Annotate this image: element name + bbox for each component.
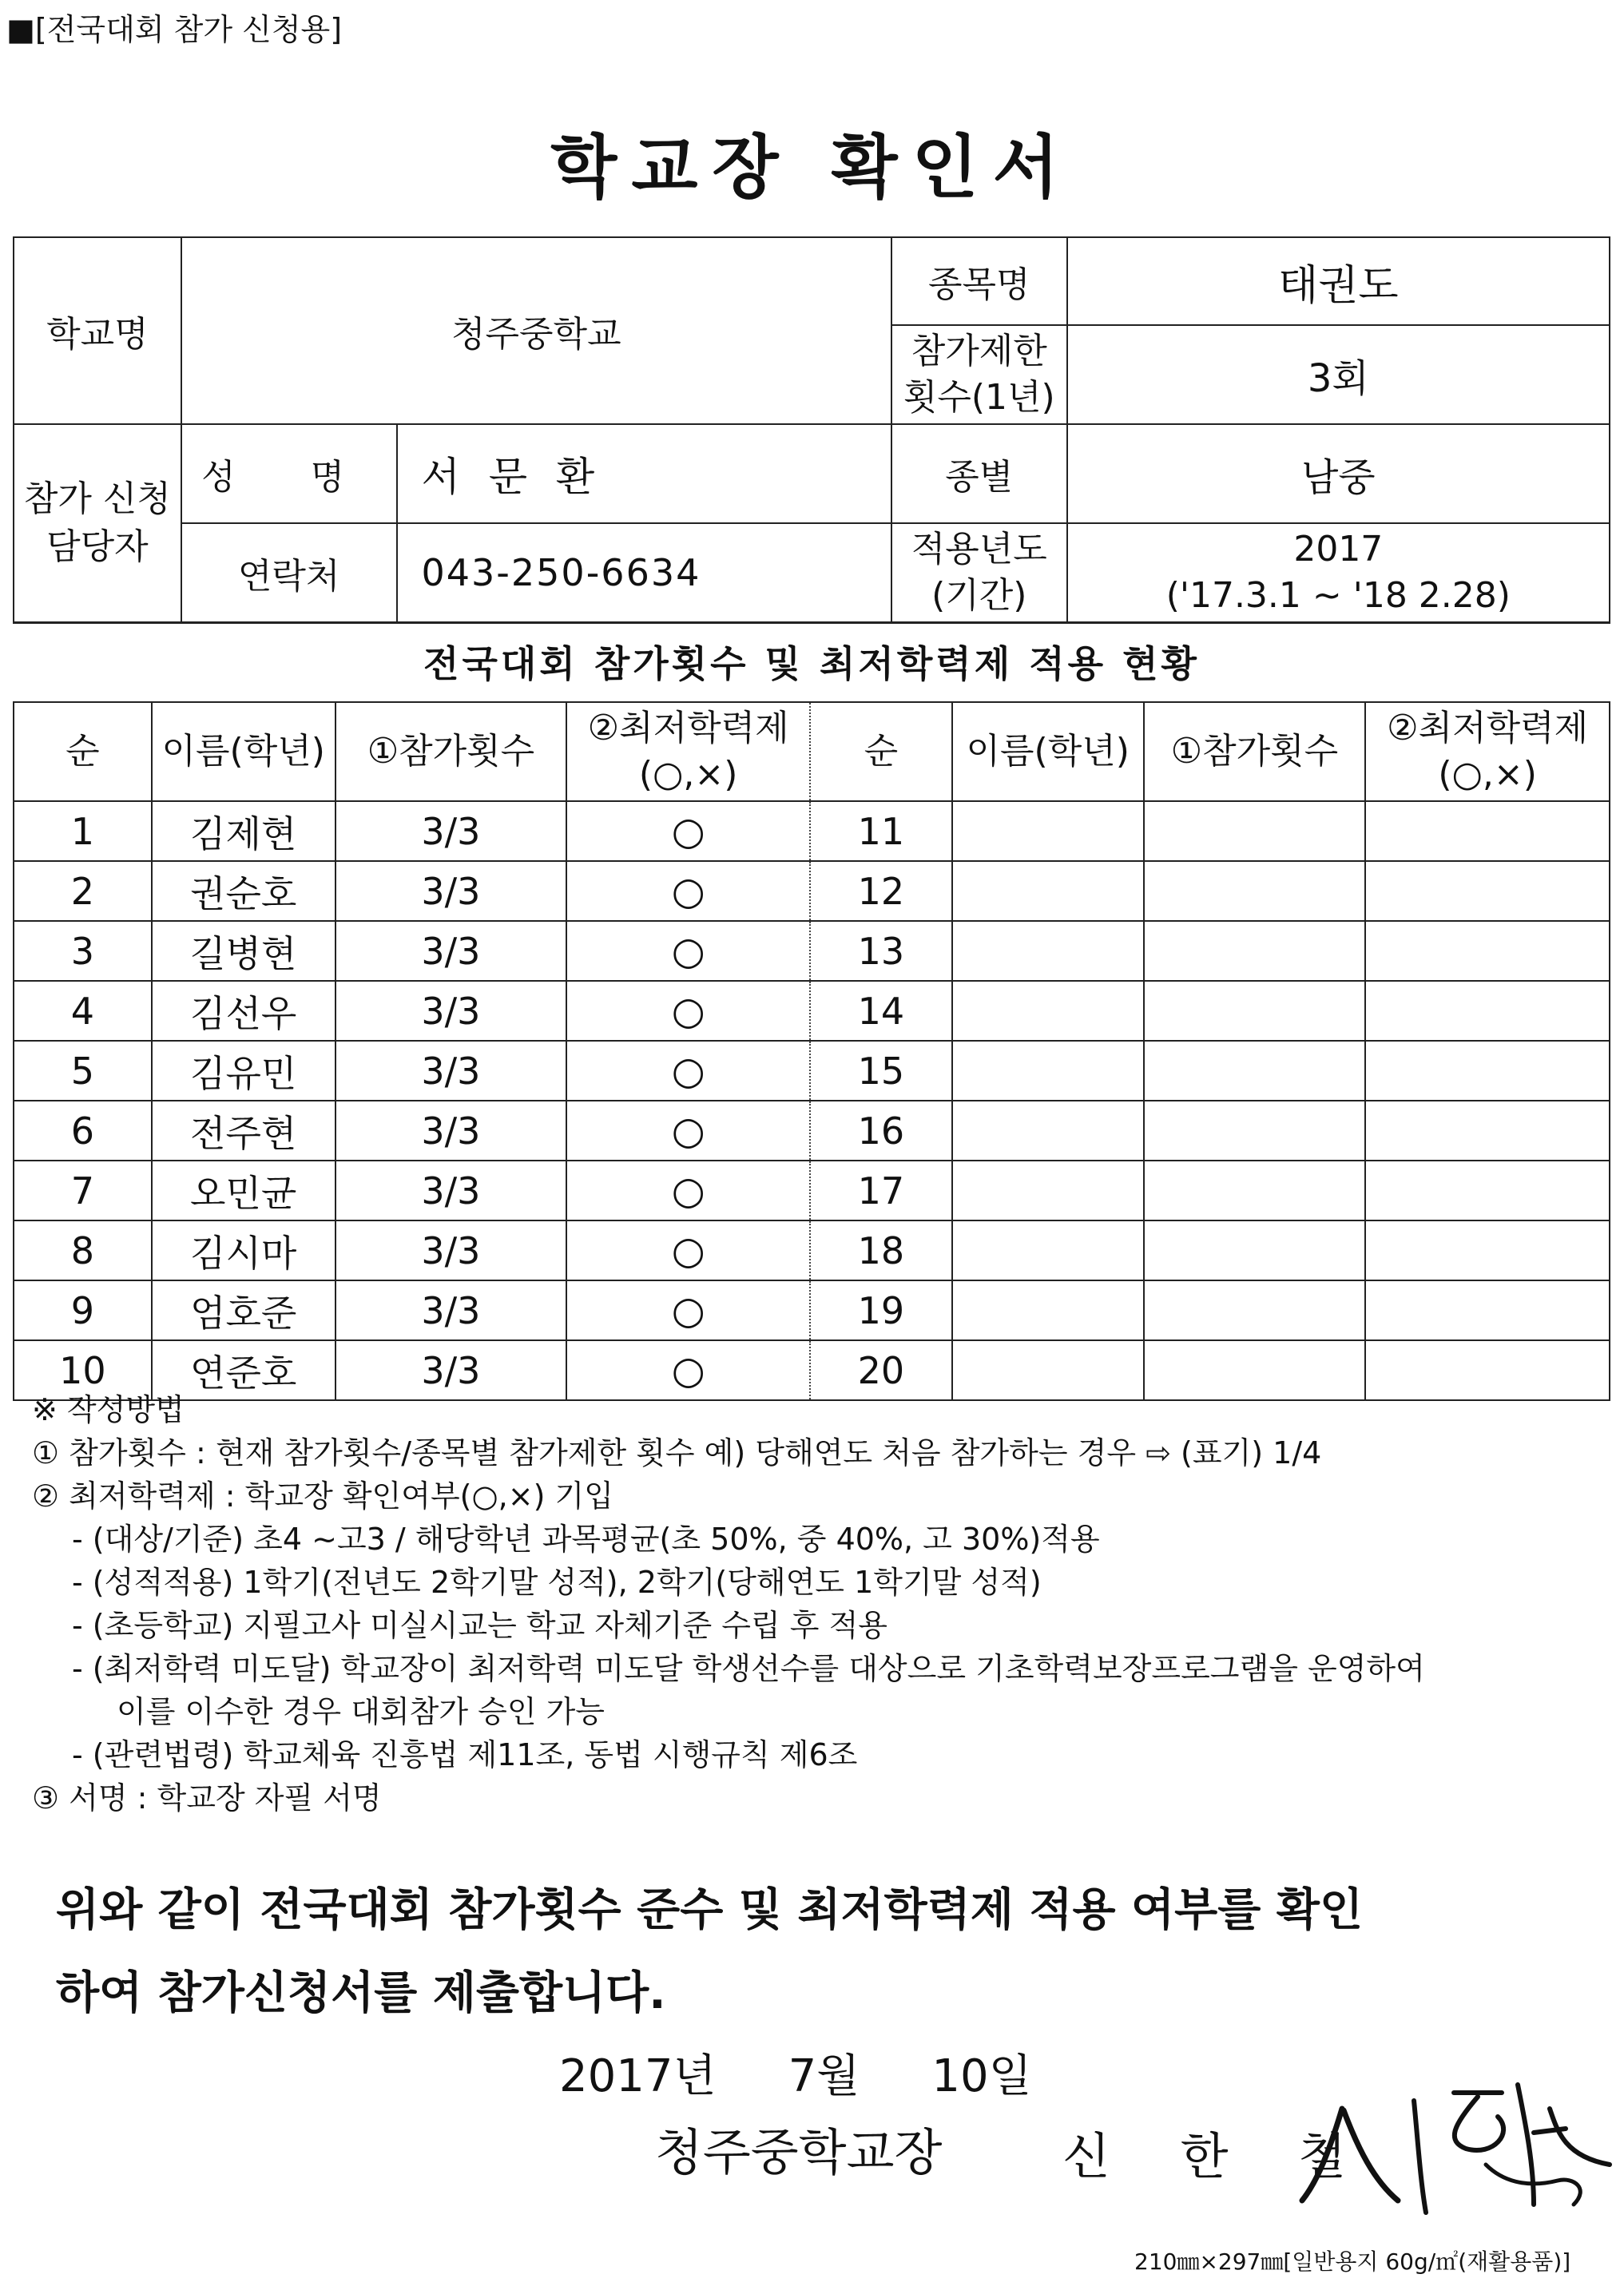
section-title: 전국대회 참가횟수 및 최저학력제 적용 현황 (13, 621, 1610, 704)
row-no-2: 13 (810, 921, 952, 981)
row-name-2 (952, 861, 1144, 921)
row-count-2 (1144, 1101, 1366, 1161)
row-mark-2 (1365, 1041, 1610, 1101)
row-mark: ○ (566, 801, 810, 861)
row-count-2 (1144, 981, 1366, 1041)
row-mark-2 (1365, 1280, 1610, 1340)
row-no: 10 (14, 1340, 152, 1400)
year-value: 2017 (1293, 529, 1384, 570)
row-name: 김선우 (152, 981, 336, 1041)
row-count: 3/3 (336, 1280, 567, 1340)
table-row (14, 1041, 1610, 1101)
principal-name: 신 한 철 (1062, 2127, 1374, 2185)
table-row (14, 1220, 1610, 1280)
row-no-2: 16 (810, 1101, 952, 1161)
row-count: 3/3 (336, 1220, 567, 1280)
row-mark: ○ (566, 1220, 810, 1280)
row-name-2 (952, 981, 1144, 1041)
row-name: 김유민 (152, 1041, 336, 1101)
row-name-2 (952, 1161, 1144, 1220)
row-no: 1 (14, 801, 152, 861)
note-3: ③ 서명 : 학교장 자필 서명 (32, 1780, 382, 1816)
row-count-2 (1144, 861, 1366, 921)
row-count-2 (1144, 921, 1366, 981)
school-name-label: 학교명 (14, 237, 181, 424)
header-mark-2: ②최저학력제 (○,×) (1365, 702, 1610, 801)
limit-value: 3회 (1067, 325, 1610, 424)
row-no-2: 19 (810, 1280, 952, 1340)
note-2-sub-1: - (대상/기준) 초4 ~고3 / 해당학년 과목평균(초 50%, 중 40%, 고 30%)적용 (72, 1522, 1100, 1557)
header-name-2: 이름(학년) (952, 702, 1144, 801)
note-2-sub-3: - (초등학교) 지필고사 미실시교는 학교 자체기준 수립 후 적용 (72, 1608, 887, 1643)
gender-value: 남중 (1067, 424, 1610, 523)
header-no-2: 순 (810, 702, 952, 801)
limit-label: 참가제한 횟수(1년) (891, 325, 1067, 424)
row-no: 8 (14, 1220, 152, 1280)
row-count: 3/3 (336, 1161, 567, 1220)
roster-table (13, 701, 1610, 1401)
row-name: 연준호 (152, 1340, 336, 1400)
header-count: ①참가횟수 (336, 702, 567, 801)
header-count-2: ①참가횟수 (1144, 702, 1366, 801)
table-row (14, 921, 1610, 981)
row-no: 9 (14, 1280, 152, 1340)
note-2: ② 최저학력제 : 학교장 확인여부(○,×) 기입 (32, 1478, 613, 1514)
row-no: 2 (14, 861, 152, 921)
event-label: 종목명 (891, 237, 1067, 325)
row-count-2 (1144, 1161, 1366, 1220)
header-no: 순 (14, 702, 152, 801)
info-table (13, 236, 1610, 623)
notes-heading: ※ 작성방법 (32, 1392, 185, 1427)
date-month: 7월 (788, 2050, 860, 2102)
row-mark: ○ (566, 1340, 810, 1400)
row-no: 5 (14, 1041, 152, 1101)
table-row (14, 801, 1610, 861)
header-name: 이름(학년) (152, 702, 336, 801)
row-name-2 (952, 1220, 1144, 1280)
form-type-tag: ■[전국대회 참가 신청용] (6, 12, 343, 47)
row-mark-2 (1365, 801, 1610, 861)
row-mark-2 (1365, 1101, 1610, 1161)
name-label: 성 명 (181, 424, 397, 523)
note-1: ① 참가횟수 : 현재 참가횟수/종목별 참가제한 횟수 예) 당해연도 처음 참가하는 경우 ⇨ (표기) 1/4 (32, 1435, 1322, 1470)
row-no-2: 14 (810, 981, 952, 1041)
note-2-sub-4-cont: 이를 이수한 경우 대회참가 승인 가능 (117, 1694, 606, 1729)
row-no-2: 12 (810, 861, 952, 921)
row-mark-2 (1365, 1220, 1610, 1280)
row-mark: ○ (566, 1280, 810, 1340)
row-count-2 (1144, 1220, 1366, 1280)
row-name: 권순호 (152, 861, 336, 921)
table-row (14, 861, 1610, 921)
row-name: 김시마 (152, 1220, 336, 1280)
row-name-2 (952, 1041, 1144, 1101)
row-mark: ○ (566, 981, 810, 1041)
date-day: 10일 (931, 2050, 1032, 2102)
row-no-2: 15 (810, 1041, 952, 1101)
row-mark: ○ (566, 1161, 810, 1220)
row-no: 7 (14, 1161, 152, 1220)
principal-title: 청주중학교장 (655, 2123, 943, 2181)
handwritten-signature (1294, 2061, 1614, 2221)
school-name-value: 청주중학교 (181, 237, 891, 424)
row-mark-2 (1365, 1161, 1610, 1220)
row-count-2 (1144, 801, 1366, 861)
row-mark: ○ (566, 921, 810, 981)
year-label: 적용년도 (기간) (891, 523, 1067, 622)
signing-date (559, 2041, 1104, 2105)
note-2-sub-4: - (최저학력 미도달) 학교장이 최저학력 미도달 학생선수를 대상으로 기초학력보장프로그램을 운영하여 (72, 1651, 1425, 1686)
row-count: 3/3 (336, 921, 567, 981)
row-count: 3/3 (336, 1101, 567, 1161)
note-2-sub-2: - (성적적용) 1학기(전년도 2학기말 성적), 2학기(당해연도 1학기말 성적) (72, 1565, 1042, 1600)
row-no-2: 17 (810, 1161, 952, 1220)
row-count: 3/3 (336, 1340, 567, 1400)
row-no: 4 (14, 981, 152, 1041)
row-mark: ○ (566, 861, 810, 921)
row-mark-2 (1365, 981, 1610, 1041)
table-row (14, 981, 1610, 1041)
row-name: 김제현 (152, 801, 336, 861)
confirmation-line-2: 하여 참가신청서를 제출합니다. (56, 1967, 666, 2019)
confirmation-line-1: 위와 같이 전국대회 참가횟수 준수 및 최저학력제 적용 여부를 확인 (56, 1884, 1364, 1936)
paper-spec-footer: 210㎜×297㎜[일반용지 60g/㎡(재활용품)] (1134, 2248, 1571, 2275)
row-mark-2 (1365, 921, 1610, 981)
header-mark: ②최저학력제 (○,×) (566, 702, 810, 801)
row-count: 3/3 (336, 981, 567, 1041)
name-value: 서 문 환 (397, 424, 891, 523)
confirmation-statement (56, 1869, 1590, 2035)
row-mark: ○ (566, 1041, 810, 1101)
row-no: 3 (14, 921, 152, 981)
applicant-label: 참가 신청 담당자 (14, 424, 181, 622)
row-count: 3/3 (336, 1041, 567, 1101)
row-no-2: 20 (810, 1340, 952, 1400)
row-name: 오민균 (152, 1161, 336, 1220)
event-value: 태권도 (1067, 237, 1610, 325)
table-row (14, 1101, 1610, 1161)
row-count: 3/3 (336, 861, 567, 921)
row-no-2: 11 (810, 801, 952, 861)
row-count-2 (1144, 1280, 1366, 1340)
row-name: 전주현 (152, 1101, 336, 1161)
contact-label: 연락처 (181, 523, 397, 622)
row-name-2 (952, 801, 1144, 861)
instructions (32, 1388, 1606, 1820)
contact-value: 043-250-6634 (397, 523, 891, 622)
period-value: ('17.3.1 ~ '18 2.28) (1165, 575, 1511, 616)
row-no: 6 (14, 1101, 152, 1161)
gender-label: 종별 (891, 424, 1067, 523)
row-name: 길병현 (152, 921, 336, 981)
row-name-2 (952, 921, 1144, 981)
row-name-2 (952, 1101, 1144, 1161)
row-count: 3/3 (336, 801, 567, 861)
document-title: 학교장 확인서 (550, 128, 1074, 208)
row-mark-2 (1365, 861, 1610, 921)
row-name-2 (952, 1280, 1144, 1340)
date-year: 2017년 (559, 2050, 717, 2102)
note-2-sub-5: - (관련법령) 학교체육 진흥법 제11조, 동법 시행규칙 제6조 (72, 1737, 858, 1772)
table-row (14, 1161, 1610, 1220)
table-row (14, 1280, 1610, 1340)
row-mark: ○ (566, 1101, 810, 1161)
row-name: 엄호준 (152, 1280, 336, 1340)
row-count-2 (1144, 1041, 1366, 1101)
row-no-2: 18 (810, 1220, 952, 1280)
